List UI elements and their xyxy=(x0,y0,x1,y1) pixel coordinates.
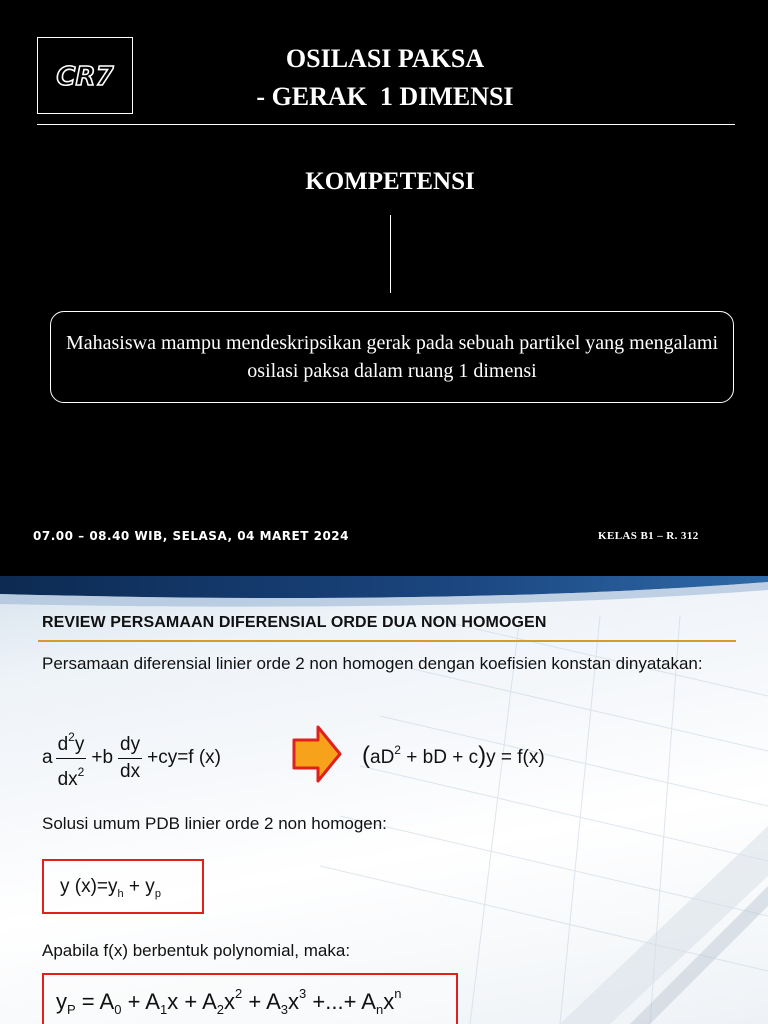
class-footer: KELAS B1 – R. 312 xyxy=(598,530,699,542)
general-solution-equation: y $(x)=y_h + y_p$ xyxy=(60,876,161,900)
operator-equation: ($aD^2$ + bD + c)y = f(x) xyxy=(362,742,545,769)
review-slide xyxy=(0,576,768,1024)
schedule-footer: 07.00 – 08.40 WIB, SELASA, 04 MARET 2024 xyxy=(33,529,349,543)
term-b: +b xyxy=(91,747,114,768)
title-line-1: OSILASI PAKSA xyxy=(285,44,485,73)
section-heading: KOMPETENSI xyxy=(305,168,475,195)
term-rest: +cy=f (x) xyxy=(147,747,221,768)
title-line-2: - GERAK 1 DIMENSI xyxy=(256,82,514,111)
heading-underline xyxy=(38,640,736,642)
competence-text: Mahasiswa mampu mendeskripsikan gerak pada sebuah partikel yang mengalami osilasi paksa dalam ruang 1 dimensi xyxy=(65,332,719,382)
cr7-logo xyxy=(37,37,133,114)
title-divider xyxy=(37,124,735,125)
general-solution-text: Solusi umum PDB linier orde 2 non homogen: xyxy=(42,814,387,833)
first-derivative: $\frac{dy}{dx}$ xyxy=(120,733,141,782)
right-arrow-icon xyxy=(292,724,342,784)
second-derivative: $\frac{d^2y}{dx^2}$ xyxy=(56,725,87,792)
intro-paragraph: Persamaan diferensial linier orde 2 non homogen dengan koefisien konstan dinyatakan: xyxy=(42,654,703,673)
cr7-logo-icon xyxy=(45,56,125,96)
competence-box xyxy=(50,311,734,403)
coef-a: a xyxy=(42,747,53,768)
particular-solution-equation: $y_P = A_0 + A_1x + A_2x^2 + A_3x^3$ +...+ $A_nx^n$ xyxy=(56,986,402,1017)
differential-equation xyxy=(42,724,223,792)
connector-line xyxy=(390,215,391,293)
polynomial-condition-text: Apabila f(x) berbentuk polynomial, maka: xyxy=(42,941,351,960)
slide-heading: REVIEW PERSAMAAN DIFERENSIAL ORDE DUA NON HOMOGEN xyxy=(42,614,547,631)
svg-text:CR7: CR7 xyxy=(56,61,114,92)
slide-title xyxy=(170,40,600,116)
